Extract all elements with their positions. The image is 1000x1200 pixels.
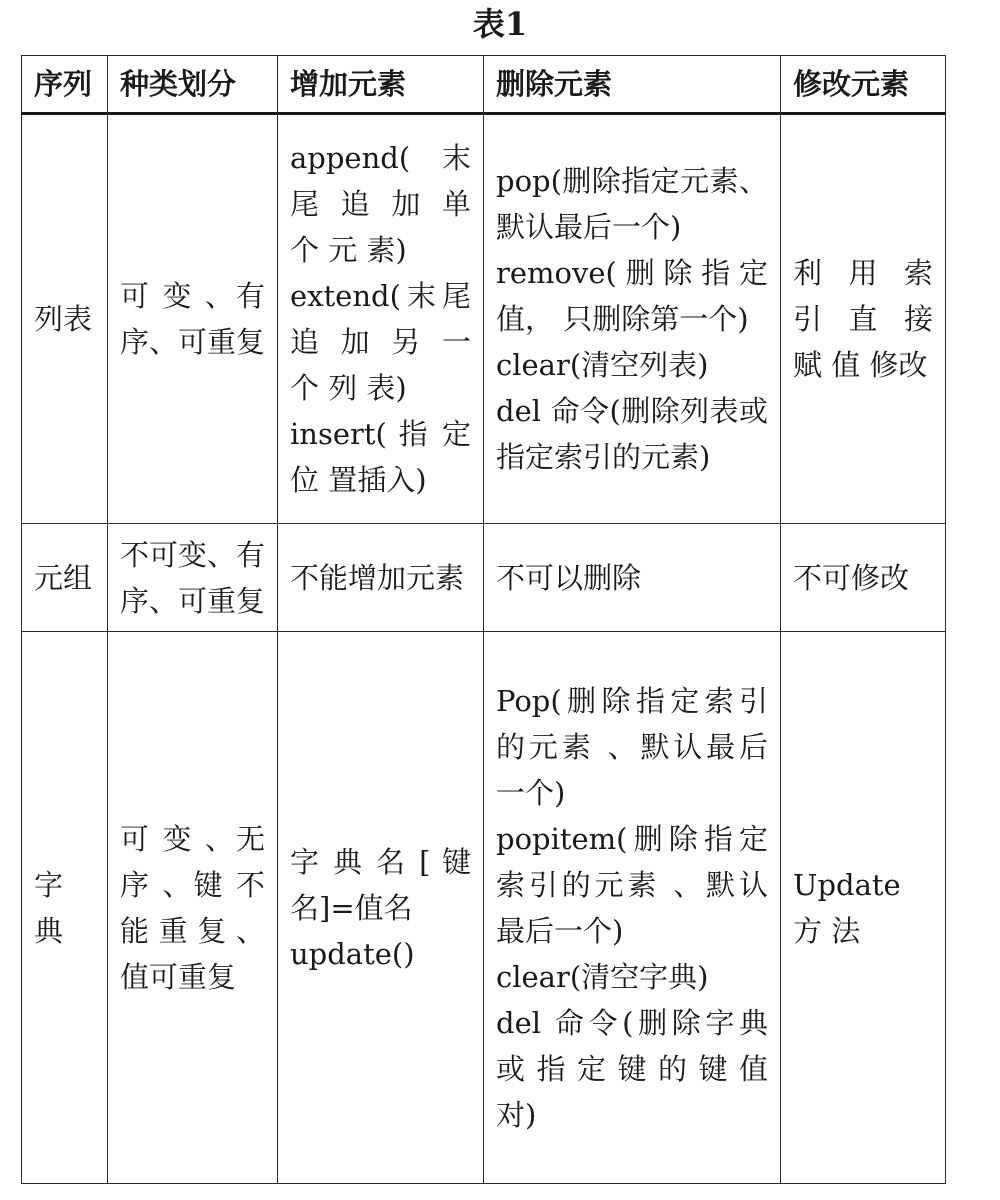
header-add: 增加元素 — [278, 56, 484, 114]
table-row-list — [22, 114, 946, 524]
delete-item: popitem(删除指定 索引的元素 、默认 最后一个) — [496, 821, 768, 948]
header-delete: 删除元素 — [484, 56, 781, 114]
add-item: update() — [290, 936, 415, 971]
add-item: extend(末尾追 加 另 一 个 列 表) — [290, 279, 471, 405]
table-row-tuple — [22, 524, 946, 632]
cell-category: 可 变 、有 序、可重复 — [108, 114, 278, 524]
cell-delete — [484, 632, 781, 1184]
cell-name: 列表 — [22, 114, 108, 524]
add-item: 字 典 名 [ 键 名]=值名 — [290, 844, 471, 925]
cell-add — [278, 632, 484, 1184]
delete-item: pop(删除指定元素、 默认最后一个) — [496, 164, 768, 244]
table-caption: 表1 — [472, 5, 528, 43]
cell-category: 不可变、有 序、可重复 — [108, 524, 278, 632]
cell-delete — [484, 524, 781, 632]
delete-item: del 命令(删除字典 或 指 定 键 的 键 值 对) — [496, 1005, 768, 1132]
add-item: append( 末 尾 追 加 单 个 元 素) — [290, 141, 471, 267]
cell-name: 元组 — [22, 524, 108, 632]
delete-item: del 命令(删除列表或 指定索引的元素) — [496, 394, 768, 474]
delete-item: clear(清空字典) — [496, 959, 709, 994]
cell-category: 可 变 、无 序 、键 不 能 重 复 、 值可重复 — [108, 632, 278, 1184]
delete-item: 不可以删除 — [496, 560, 642, 595]
delete-item: Pop(删除指定索引 的元素 、默认最后 一个) — [496, 683, 768, 810]
sequence-comparison-table — [21, 55, 946, 1184]
add-item: insert( 指 定 位 置插入) — [290, 417, 471, 497]
cell-name: 字 典 — [22, 632, 108, 1184]
header-sequence: 序列 — [22, 56, 108, 114]
delete-item: remove(删除指定值， 只删除第一个) — [496, 256, 768, 336]
cell-delete — [484, 114, 781, 524]
header-row — [22, 56, 946, 114]
cell-modify: 利 用 索 引 直 接 赋 值 修改 — [781, 114, 946, 524]
header-modify: 修改元素 — [781, 56, 946, 114]
header-category: 种类划分 — [108, 56, 278, 114]
delete-item: clear(清空列表) — [496, 348, 709, 382]
table-row-dict — [22, 632, 946, 1184]
cell-add — [278, 524, 484, 632]
cell-add — [278, 114, 484, 524]
add-item: 不能增加元素 — [290, 560, 465, 595]
cell-modify: Update 方 法 — [781, 632, 946, 1184]
cell-modify: 不可修改 — [781, 524, 946, 632]
